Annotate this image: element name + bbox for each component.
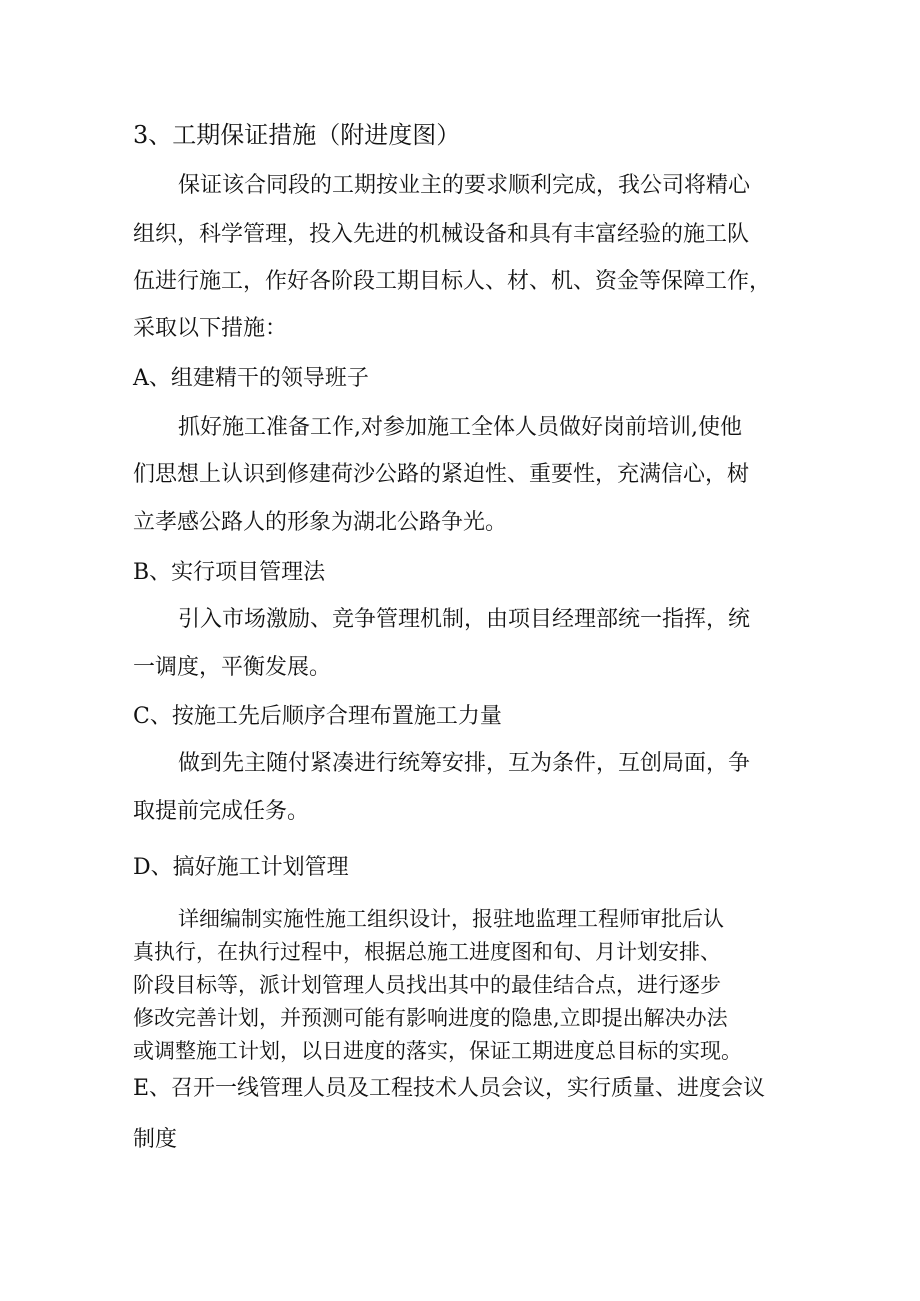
section-a-heading: A、组建精干的领导班子 — [133, 366, 369, 391]
section-d-line-2: 真执行，在执行过程中，根据总施工进度图和旬、月计划安排、 — [133, 940, 721, 964]
section-d-line-4: 修改完善计划，并预测可能有影响进度的隐患,立即提出解决办法 — [133, 1006, 728, 1030]
intro-line-1: 保证该合同段的工期按业主的要求顺利完成，我公司将精心 — [178, 173, 751, 198]
section-d-line-1: 详细编制实施性施工组织设计，报驻地监理工程师审批后认 — [178, 907, 724, 931]
section-c-heading: C、按施工先后顺序合理布置施工力量 — [133, 704, 502, 729]
section-b-line-1: 引入市场激励、竞争管理机制，由项目经理部统一指挥，统 — [178, 607, 751, 632]
section-title: 3、工期保证措施（附进度图） — [133, 121, 461, 149]
intro-line-3: 伍进行施工，作好各阶段工期目标人、材、机、资金等保障工作， — [133, 269, 772, 294]
intro-line-4: 采取以下措施： — [133, 316, 288, 341]
section-d-line-3: 阶段目标等，派计划管理人员找出其中的最佳结合点，进行逐步 — [133, 973, 721, 997]
section-a-line-3: 立孝感公路人的形象为湖北公路争光。 — [133, 510, 508, 535]
section-e-line-1: 制度 — [133, 1127, 178, 1152]
section-b-heading: B、实行项目管理法 — [133, 560, 326, 585]
section-a-line-2: 们思想上认识到修建荷沙公路的紧迫性、重要性，充满信心，树 — [133, 462, 750, 487]
section-c-line-2: 取提前完成任务。 — [133, 799, 310, 824]
section-a-line-1: 抓好施工准备工作,对参加施工全体人员做好岗前培训,使他 — [178, 415, 742, 440]
section-c-line-1: 做到先主随付紧凑进行统筹安排，互为条件，互创局面，争 — [178, 751, 751, 776]
section-d-heading: D、搞好施工计划管理 — [133, 855, 349, 880]
section-d-line-5: 或调整施工计划，以日进度的落实，保证工期进度总目标的实现。 — [133, 1039, 742, 1063]
section-b-line-2: 一调度，平衡发展。 — [133, 655, 332, 680]
section-e-heading: E、召开一线管理人员及工程技术人员会议，实行质量、进度会议 — [133, 1076, 766, 1101]
intro-line-2: 组织，科学管理，投入先进的机械设备和具有丰富经验的施工队 — [133, 222, 750, 247]
